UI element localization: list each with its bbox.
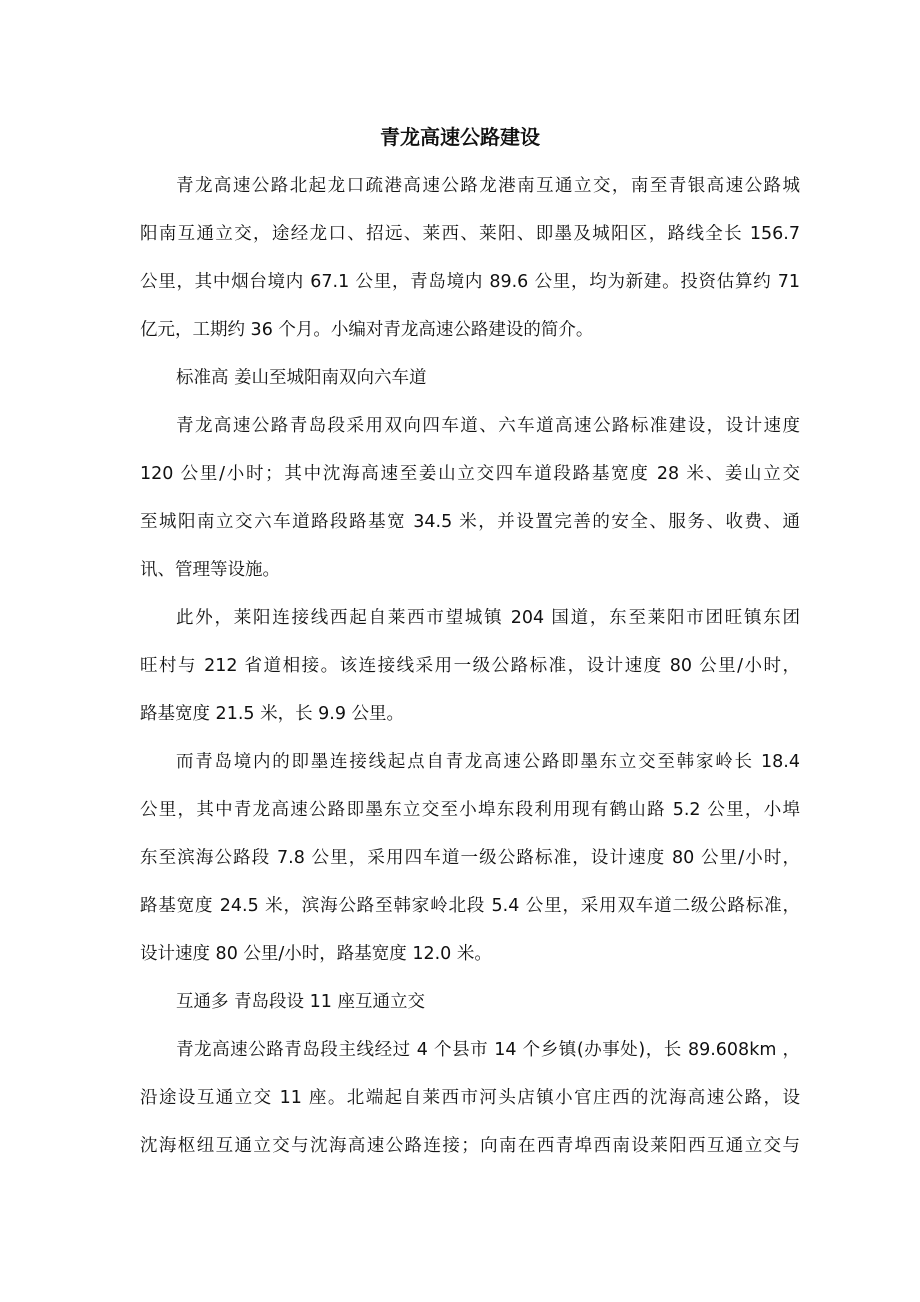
text-line: 青龙高速公路青岛段采用双向四车道、六车道高速公路标准建设，设计速度 <box>176 416 800 436</box>
text-line: 路基宽度 24.5 米，滨海公路至韩家岭北段 5.4 公里，采用双车道二级公路标准， <box>140 896 800 916</box>
text-line: 沈海枢纽互通立交与沈海高速公路连接；向南在西青埠西南设莱阳西互通立交与 <box>140 1136 800 1156</box>
text-line: 120 公里/小时；其中沈海高速至姜山立交四车道段路基宽度 28 米、姜山立交 <box>140 464 800 484</box>
text-line: 讯、管理等设施。 <box>140 560 280 580</box>
text-line: 东至滨海公路段 7.8 公里，采用四车道一级公路标准，设计速度 80 公里/小时， <box>140 848 800 868</box>
text-line: 设计速度 80 公里/小时，路基宽度 12.0 米。 <box>140 944 492 964</box>
text-line: 旺村与 212 省道相接。该连接线采用一级公路标准，设计速度 80 公里/小时， <box>140 656 800 676</box>
text-line: 阳南互通立交，途经龙口、招远、莱西、莱阳、即墨及城阳区，路线全长 156.7 <box>140 224 800 244</box>
text-line: 路基宽度 21.5 米，长 9.9 公里。 <box>140 704 405 724</box>
section-heading: 标准高 姜山至城阳南双向六车道 <box>176 368 427 388</box>
section-heading: 互通多 青岛段设 11 座互通立交 <box>176 992 425 1012</box>
document-title: 青龙高速公路建设 <box>380 125 540 149</box>
text-line: 至城阳南立交六车道路段路基宽 34.5 米，并设置完善的安全、服务、收费、通 <box>140 512 800 532</box>
text-line: 而青岛境内的即墨连接线起点自青龙高速公路即墨东立交至韩家岭长 18.4 <box>176 752 800 772</box>
text-line: 公里，其中青龙高速公路即墨东立交至小埠东段利用现有鹤山路 5.2 公里，小埠 <box>140 800 800 820</box>
text-line: 青龙高速公路北起龙口疏港高速公路龙港南互通立交，南至青银高速公路城 <box>176 176 800 196</box>
text-line: 青龙高速公路青岛段主线经过 4 个县市 14 个乡镇(办事处)，长 89.608km ， <box>176 1040 800 1060</box>
text-line: 沿途设互通立交 11 座。北端起自莱西市河头店镇小官庄西的沈海高速公路，设 <box>140 1088 800 1108</box>
text-line: 亿元，工期约 36 个月。小编对青龙高速公路建设的简介。 <box>140 320 594 340</box>
text-line: 此外，莱阳连接线西起自莱西市望城镇 204 国道，东至莱阳市团旺镇东团 <box>176 608 800 628</box>
text-line: 公里，其中烟台境内 67.1 公里，青岛境内 89.6 公里，均为新建。投资估算约 71 <box>140 272 800 292</box>
